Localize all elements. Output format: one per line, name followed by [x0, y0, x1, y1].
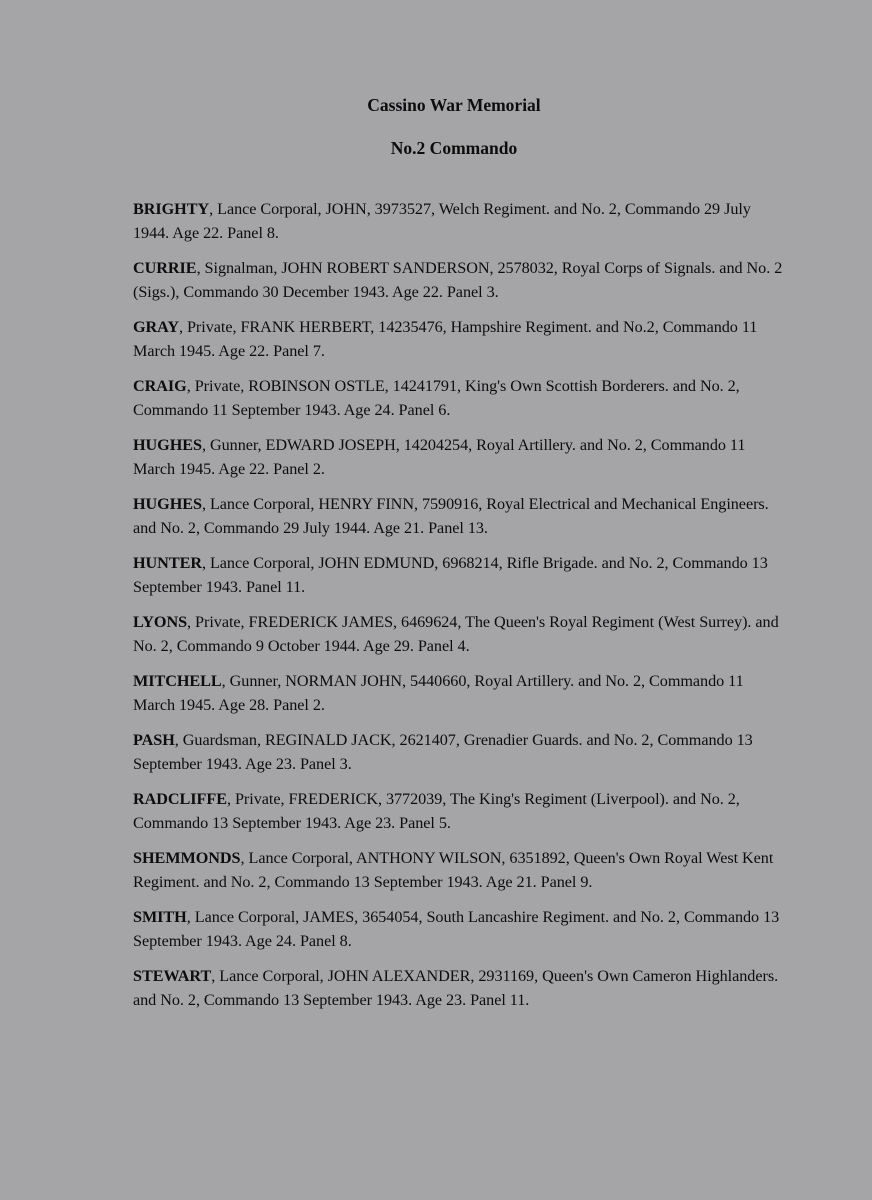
- entry-details: , Guardsman, REGINALD JACK, 2621407, Grenadier Guards. and No. 2, Commando 13 September 1943. Age 23. Panel 3.: [133, 731, 753, 773]
- entry-details: , Private, ROBINSON OSTLE, 14241791, King's Own Scottish Borderers. and No. 2, Commando 11 September 1943. Age 24. Panel 6.: [133, 377, 740, 419]
- memorial-entry: [133, 493, 783, 540]
- memorial-entry: [133, 906, 783, 953]
- entry-surname: HUNTER: [133, 554, 202, 572]
- entry-details: , Gunner, NORMAN JOHN, 5440660, Royal Artillery. and No. 2, Commando 11 March 1945. Age 28. Panel 2.: [133, 672, 744, 714]
- entry-details: , Lance Corporal, ANTHONY WILSON, 6351892, Queen's Own Royal West Kent Regiment. and No. 2, Commando 13 September 1943. Age 21. Panel 9.: [133, 849, 774, 891]
- entry-details: , Lance Corporal, JOHN, 3973527, Welch Regiment. and No. 2, Commando 29 July 1944. Age 22. Panel 8.: [133, 200, 751, 242]
- memorial-entry: [133, 316, 783, 363]
- entry-surname: HUGHES: [133, 436, 202, 454]
- entry-details: , Lance Corporal, JOHN EDMUND, 6968214, Rifle Brigade. and No. 2, Commando 13 September 1943. Panel 11.: [133, 554, 768, 596]
- entry-surname: SHEMMONDS: [133, 849, 241, 867]
- entry-surname: MITCHELL: [133, 672, 222, 690]
- memorial-entry: [133, 729, 783, 776]
- entry-surname: PASH: [133, 731, 175, 749]
- entry-details: , Private, FRANK HERBERT, 14235476, Hampshire Regiment. and No.2, Commando 11 March 1945. Age 22. Panel 7.: [133, 318, 758, 360]
- entry-details: , Lance Corporal, JOHN ALEXANDER, 2931169, Queen's Own Cameron Highlanders. and No. 2, Commando 13 September 1943. Age 23. Panel 11.: [133, 967, 779, 1009]
- entry-details: , Lance Corporal, HENRY FINN, 7590916, Royal Electrical and Mechanical Engineers. and No. 2, Commando 29 July 1944. Age 21. Panel 13.: [133, 495, 769, 537]
- entry-details: , Lance Corporal, JAMES, 3654054, South Lancashire Regiment. and No. 2, Commando 13 September 1943. Age 24. Panel 8.: [133, 908, 780, 950]
- entry-surname: BRIGHTY: [133, 200, 210, 218]
- entry-details: , Gunner, EDWARD JOSEPH, 14204254, Royal Artillery. and No. 2, Commando 11 March 1945. Age 22. Panel 2.: [133, 436, 746, 478]
- entry-details: , Private, FREDERICK JAMES, 6469624, The Queen's Royal Regiment (West Surrey). and No. 2, Commando 9 October 1944. Age 29. Panel 4.: [133, 613, 779, 655]
- memorial-entry-list: [133, 198, 783, 1024]
- memorial-entry: [133, 375, 783, 422]
- memorial-entry: [133, 847, 783, 894]
- entry-surname: RADCLIFFE: [133, 790, 227, 808]
- entry-surname: CRAIG: [133, 377, 187, 395]
- memorial-entry: [133, 198, 783, 245]
- memorial-entry: [133, 965, 783, 1012]
- memorial-entry: [133, 552, 783, 599]
- entry-details: , Private, FREDERICK, 3772039, The King's Regiment (Liverpool). and No. 2, Commando 13 September 1943. Age 23. Panel 5.: [133, 790, 740, 832]
- memorial-entry: [133, 788, 783, 835]
- entry-surname: STEWART: [133, 967, 212, 985]
- entry-surname: GRAY: [133, 318, 179, 336]
- memorial-entry: [133, 257, 783, 304]
- page-subtitle: No.2 Commando: [390, 138, 518, 158]
- entry-surname: SMITH: [133, 908, 187, 926]
- memorial-entry: [133, 670, 783, 717]
- entry-details: , Signalman, JOHN ROBERT SANDERSON, 2578032, Royal Corps of Signals. and No. 2 (Sigs.), Commando 30 December 1943. Age 22. Panel 3.: [133, 259, 783, 301]
- entry-surname: LYONS: [133, 613, 188, 631]
- memorial-entry: [133, 434, 783, 481]
- memorial-entry: [133, 611, 783, 658]
- entry-surname: CURRIE: [133, 259, 197, 277]
- page-title: Cassino War Memorial: [367, 95, 541, 115]
- entry-surname: HUGHES: [133, 495, 202, 513]
